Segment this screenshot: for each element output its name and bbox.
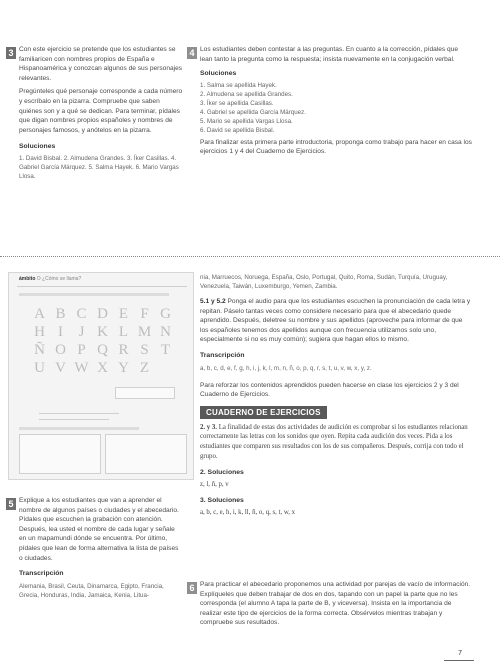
- exercise-3-block: [19, 45, 183, 181]
- exercise-badge-3: 3: [6, 47, 16, 59]
- letter: Z: [139, 360, 150, 376]
- thumbnail-panel-b: [105, 434, 187, 474]
- cuaderno-exercise-text: La finalidad de estas dos actividades de audición es comprobar si los estudiantes relacionan correctamente las letras con los sonidos que oyen. Repita cada audición dos veces. Pida a los estudiantes que comparen sus resultados con los de sus compañeros. Después, corrija con todo el grupo.: [200, 423, 468, 460]
- letter: E: [118, 306, 129, 322]
- letter: T: [160, 342, 171, 358]
- exercise-3-solutions-label: Soluciones: [19, 143, 56, 151]
- letter: D: [97, 306, 108, 322]
- exercise-4-solution-2: 2. Almudena se apellida Grandes.: [200, 90, 293, 98]
- letter: U: [34, 360, 45, 376]
- letter: B: [55, 306, 66, 322]
- cuaderno-solutions-3-label: 3. Soluciones: [200, 497, 244, 505]
- thumbnail-rule: [39, 413, 119, 414]
- exercise-5-transcription-label: Transcripción: [19, 570, 64, 578]
- thumbnail-speech-box: [115, 387, 175, 399]
- letter: K: [97, 324, 108, 340]
- right-column: [200, 273, 472, 518]
- letter: H: [34, 324, 45, 340]
- letter: J: [78, 324, 85, 340]
- letter: I: [58, 324, 63, 340]
- letter: P: [77, 342, 86, 358]
- exercise-6-block: [200, 580, 472, 628]
- letter: F: [140, 306, 149, 322]
- student-book-thumbnail: [8, 272, 194, 480]
- exercise-4-solutions-label: Soluciones: [200, 70, 237, 78]
- cuaderno-exercise-number: 2. y 3.: [200, 423, 217, 431]
- cuaderno-solutions-2-text: z, l, ñ, p, v: [200, 480, 229, 488]
- thumbnail-rule: [39, 419, 109, 420]
- letter: R: [118, 342, 129, 358]
- letter: M: [137, 324, 152, 340]
- exercise-5-1-paragraph: [200, 297, 472, 345]
- exercise-badge-4: 4: [187, 47, 197, 59]
- cuaderno-solutions-3-text: a, b, c, e, h, i, k, ll, ñ, o, q, s, t, w, x: [200, 508, 296, 516]
- letter: G: [160, 306, 171, 322]
- exercise-6-text: Para practicar el abecedario proponemos una actividad por parejas de vacío de información. Explíqueles que deben trabajar de dos en dos, tapando con un papel la parte que no les corresponda (el alumno A tapa la parte de B, y viceversa). Insista en la importancia de realizar este tipo de ejercicios de la forma correcta. Obsérvelos mientras trabajan y compruebe sus resultados.: [200, 581, 471, 627]
- cuaderno-solutions-2-label: 2. Soluciones: [200, 469, 244, 477]
- cuaderno-paragraph: [200, 423, 472, 461]
- exercise-3-instructions: Pregúnteles qué personaje corresponde a cada número y escríbalo en la pizarra. Compruebe que saben quiénes son y a qué se dedican. Para terminar, pídales que digan nombres propios españoles y nombres de personajes famosos, y anótelos en la pizarra.: [19, 88, 183, 134]
- page-number: 7: [458, 650, 462, 657]
- letter: Y: [118, 360, 129, 376]
- thumbnail-heading-bar: [19, 293, 169, 296]
- thumbnail-panel-a: [19, 434, 101, 474]
- exercise-4-solution-6: 6. David se apellida Bisbal.: [200, 126, 275, 134]
- exercise-4-solution-4: 4. Gabriel se apellida García Márquez.: [200, 108, 306, 116]
- exercise-5-intro: Explique a los estudiantes que van a aprender el nombre de algunos países o ciudades y el abecedario. Pídales que escuchen la grabación con atención. Después, lea usted el nombre de cada lugar y señale en un mapamundi dónde se encuentra. Por último, pídales que lean de forma alternativa la lista de países o ciudades.: [19, 497, 179, 562]
- reinforce-paragraph: Para reforzar los contenidos aprendidos pueden hacerse en clase los ejercicios 2 y 3 del Cuaderno de Ejercicios.: [200, 381, 459, 399]
- exercise-5-transcription-text: Alemania, Brasil, Ceuta, Dinamarca, Egipto, Francia, Grecia, Honduras, India, Jamaica, Kenia, Litua-: [19, 582, 164, 599]
- transcription-continuation: nia, Marruecos, Noruega, España, Oslo, Portugal, Quito, Roma, Sudán, Turquía, Uruguay, Venezuela, Taiwán, Luxemburgo, Yemen, Zambia.: [200, 274, 448, 290]
- exercise-4-intro: Los estudiantes deben contestar a las preguntas. En cuanto a la corrección, pídales que lean tanto la pregunta como la respuesta; insista nuevamente en la conjugación verbal.: [200, 46, 459, 63]
- exercise-badge-5: 5: [6, 498, 16, 510]
- letter: W: [74, 360, 89, 376]
- page-number-rule: [444, 660, 474, 661]
- letter: N: [160, 324, 171, 340]
- letter: Q: [97, 342, 108, 358]
- alphabet-transcription: a, b, c, d, e, f, g, h, i, j, k, l, m, n, ñ, o, p, q, r, s, t, u, v, w, x, y, z.: [200, 364, 372, 372]
- letter: C: [76, 306, 87, 322]
- exercise-5-1-text: Ponga el audio para que los estudiantes escuchen la pronunciación de cada letra y repitan. Páselo tantas veces como considere necesario para que el abecedario quede aprendido. Después, deletree su nombre y sus apellidos (aproveche para informar de que los españoles tenemos dos apellidos aunque con frecuencia utilizamos solo uno, especialmente si no es muy común); sugiera que hagan ellos lo mismo.: [200, 298, 471, 344]
- exercise-4-solution-3: 3. Íker se apellida Casillas.: [200, 99, 274, 107]
- exercise-3-solutions-text: 1. David Bisbal. 2. Almudena Grandes. 3. Íker Casillas. 4. Gabriel García Márquez. 5. Salma Hayek. 6. Mario Vargas Llosa.: [19, 154, 179, 180]
- thumbnail-rule: [17, 286, 187, 287]
- letter: O: [55, 342, 66, 358]
- section-divider: [0, 256, 500, 257]
- exercise-4-solution-5: 5. Mario se apellida Vargas Llosa.: [200, 117, 293, 125]
- letter: X: [97, 360, 108, 376]
- letter: A: [34, 306, 45, 322]
- cuaderno-section-heading: CUADERNO DE EJERCICIOS: [200, 406, 327, 419]
- letter: L: [118, 324, 129, 340]
- exercise-badge-6: 6: [187, 582, 197, 594]
- exercise-4-solution-1: 1. Salma se apellida Hayek.: [200, 81, 277, 89]
- letter: V: [55, 360, 66, 376]
- exercise-4-block: [200, 45, 472, 157]
- exercise-5-1-transcription-label: Transcripción: [200, 351, 245, 359]
- letter: Ñ: [34, 342, 45, 358]
- alphabet-grid: [29, 305, 179, 377]
- letter: S: [140, 342, 149, 358]
- thumbnail-heading-bar: [19, 427, 139, 430]
- exercise-3-intro: Con este ejercicio se pretende que los estudiantes se familiaricen con nombres propios de España e Hispanoamérica y conozcan algunos de sus personajes relevantes.: [19, 46, 183, 82]
- thumbnail-tag: ámbito O ¿Cómo se llama?: [19, 276, 82, 282]
- exercise-5-1-number: 5.1 y 5.2: [200, 298, 226, 305]
- exercise-5-block: [19, 496, 183, 600]
- exercise-4-closing: Para finalizar esta primera parte introductoria, proponga como trabajo para hacer en casa los ejercicios 1 y 4 del Cuaderno de Ejercicios.: [200, 138, 472, 156]
